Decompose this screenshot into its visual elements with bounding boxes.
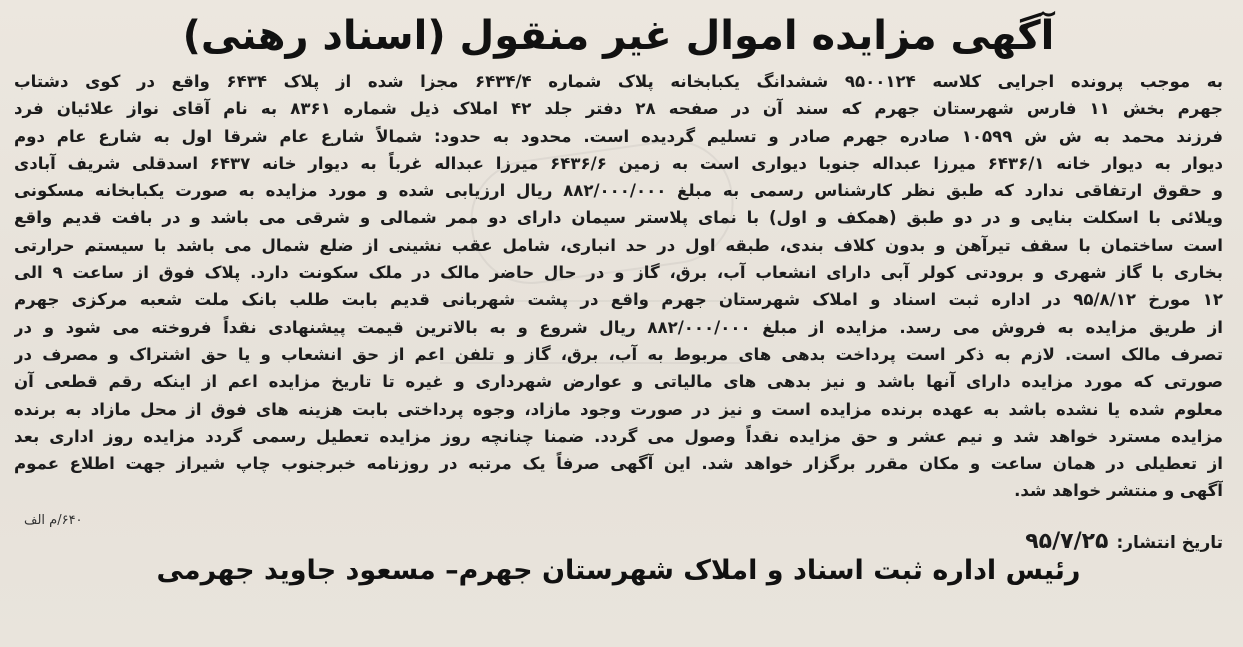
- notice-title: آگهی مزایده اموال غیر منقول (اسناد رهنی): [182, 13, 1055, 59]
- body-line: معلوم شده یا نشده باشد به عهده برنده مزایده است و نیز در صورت وجود مازاد، وجوه پرداختی بابت هزینه های فوق از محل مازاد به برنده: [14, 399, 1223, 419]
- publication-label: تاریخ انتشار:: [1116, 532, 1223, 553]
- notice-body: [14, 68, 1223, 505]
- body-line: فرزند محمد به ش ش ۱۰۵۹۹ صادره جهرم صادر و تسلیم گردیده است. محدود به حدود: شمالاً شارع عام شرقا اول به شارع عام دوم: [14, 126, 1223, 146]
- publication-row: [14, 505, 1223, 557]
- body-line: ۱۲ مورخ ۹۵/۸/۱۲ در اداره ثبت اسناد و املاک شهرستان جهرم واقع در پشت شهربانی قدیم بابت طلب بانک ملت شعبه مرکزی جهرم: [14, 290, 1223, 310]
- body-line: از طریق مزایده به فروش می رسد. مزایده از مبلغ ۸۸۲/۰۰۰/۰۰۰ ریال شروع و به بالاترین قیمت پیشنهادی نقداً فروخته می شود و در: [14, 317, 1223, 337]
- body-line: تصرف مالک است. لازم به ذکر است پرداخت بدهی های مربوط به آب، برق، گاز و تلفن اعم از حق انشعاب و یا حق اشتراک و مصرف در: [14, 344, 1223, 364]
- body-line: دیوار به دیوار خانه ۶۴۳۶/۱ میرزا عبداله جنوبا دیواری است به زمین ۶۴۳۶/۶ میرزا عبداله غرباً به دیوار خانه ۶۴۳۷ اسدقلی شریف آبادی: [14, 153, 1223, 173]
- body-line: از تعطیلی در همان ساعت و مکان مقرر برگزار خواهد شد. این آگهی صرفاً یک مرتبه در روزنامه خبرجنوب چاپ شیراز جهت اطلاع عموم: [14, 454, 1223, 474]
- publication-info: [1025, 527, 1223, 558]
- publication-date: ۹۵/۷/۲۵: [1025, 528, 1109, 554]
- body-line: مزایده مسترد خواهد شد و نیم عشر و حق مزایده نقداً وصول می گردد. ضمنا چنانچه روز مزایده تعطیل رسمی گردد مزایده روز اداری بعد: [14, 426, 1223, 446]
- reference-code: ۶۴۰/م الف: [24, 512, 83, 528]
- body-line: ویلائی با اسکلت بنایی و در دو طبق (همکف و اول) با نمای پلاستر سیمان دارای دو ممر شمالی و شرقی می باشد و در بافت قدیم واقع: [14, 208, 1223, 228]
- signature-line: رئیس اداره ثبت اسناد و املاک شهرستان جهرم– مسعود جاوید جهرمی: [156, 554, 1081, 586]
- body-line: جهرم بخش ۱۱ فارس شهرستان جهرم که سند آن در صفحه ۲۸ دفتر جلد ۴۲ املاک ذیل شماره ۸۳۶۱ به نام آقای نواز علائیان فرد: [14, 99, 1223, 119]
- body-line: صورتی که مورد مزایده دارای آنها باشد و نیز بدهی های مالیاتی و عوارض شهرداری و غیره تا تاریخ مزایده اعم از اینکه رقم قطعی آن: [14, 372, 1223, 392]
- body-line: بخاری با گاز شهری و برودتی کولر آبی دارای انشعاب آب، برق، گاز و در حال حاضر مالک در ملک سکونت دارد. پلاک فوق از ساعت ۹ الی: [14, 263, 1223, 283]
- body-line: آگهی و منتشر خواهد شد.: [1014, 481, 1223, 501]
- body-line: به موجب پرونده اجرایی کلاسه ۹۵۰۰۱۲۴ ششدانگ یکبابخانه پلاک شماره ۶۴۳۴/۴ مجزا شده از پلاک ۶۴۳۴ واقع در کوی دشتاب: [14, 72, 1223, 91]
- body-line: است ساختمان با سقف تیرآهن و بدون کلاف بندی، طبقه اول در حد انباری، شامل عقب نشینی از ضلع شمال می باشد با سیستم حرارتی: [14, 235, 1223, 255]
- body-line: و حقوق ارتفاقی ندارد که طبق نظر کارشناس رسمی به مبلغ ۸۸۲/۰۰۰/۰۰۰ ریال ارزیابی شده و مورد مزایده به صورت یکبابخانه مسکونی: [14, 181, 1223, 201]
